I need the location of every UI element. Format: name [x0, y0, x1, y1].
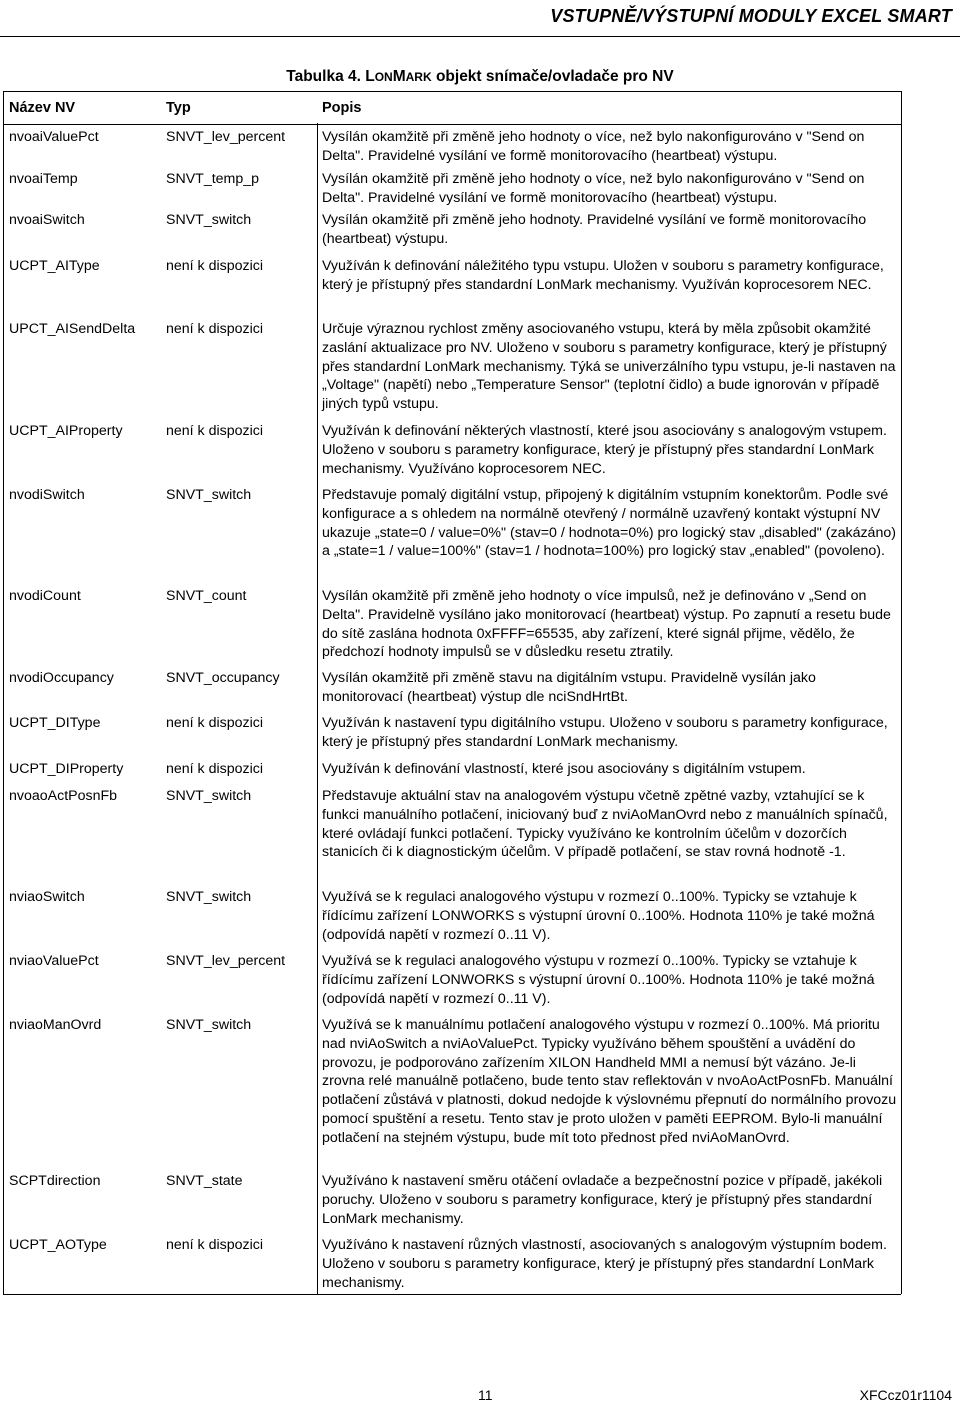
row-name: SCPTdirection — [9, 1173, 101, 1189]
row-description: Využíván k nastavení typu digitálního vstupu. Uloženo v souboru s parametry konfigurace, který je přístupný přes standardní LonMark mechanismy. — [322, 715, 888, 750]
row-type: není k dispozici — [166, 321, 263, 337]
row-type: SNVT_occupancy — [166, 670, 280, 686]
row-type: SNVT_switch — [166, 889, 252, 905]
caption-mid: M — [392, 68, 406, 85]
row-description: Vysílán okamžitě při změně jeho hodnoty o více, než bylo nakonfigurováno v "Send on Delta". Pravidelné vysílání ve formě monitorovacího (heartbeat) výstupu. — [322, 129, 865, 164]
document-id: XFCcz01r1104 — [859, 1387, 952, 1403]
row-description: Vysílán okamžitě při změně stavu na digitálním vstupu. Pravidelně vysílán jako monitorovací (heartbeat) výstup dle nciSndHrtBt. — [322, 670, 816, 705]
row-name: UCPT_DIType — [9, 715, 101, 731]
row-description: Využíváno k nastavení různých vlastností, asociovaných s analogovým výstupním bodem. Uloženo v souboru s parametry konfigurace, který je přístupný přes standardní LonMark mechanismy. — [322, 1237, 887, 1291]
caption-smallcaps-1: ON — [374, 70, 393, 84]
running-header-title: VSTUPNĚ/VÝSTUPNÍ MODULY EXCEL SMART — [550, 6, 952, 26]
row-description: Využíván k definování některých vlastností, které jsou asociovány s analogovým vstupem. Uloženo v souboru s parametry konfigurace, který je přístupný přes standardní LonMark mechanismy. Využíváno koprocesorem NEC. — [322, 423, 887, 477]
column-header-type: Typ — [166, 100, 191, 116]
row-name: nvoaoActPosnFb — [9, 788, 118, 804]
row-description: Využívá se k regulaci analogového výstupu v rozmezí 0..100%. Typicky se vztahuje k řídícímu zařízení LONWORKS s výstupní úrovní 0..100%. Hodnota 110% je také možná (odpovídá napětí v rozmezí 0..11 V). — [322, 889, 875, 943]
row-type: není k dispozici — [166, 1237, 263, 1253]
row-name: nvodiSwitch — [9, 487, 85, 503]
row-type: SNVT_switch — [166, 1017, 252, 1033]
row-description: Využívá se k manuálnímu potlačení analogového výstupu v rozmezí 0..100%. Má prioritu nad nviAoSwitch a nviAoValuePct. Typicky využíváno během spouštění a uvádění do provozu, je podporováno zařízením XILON Handheld MMI a nemusí být vázáno. Je-li zrovna relé manuálně potlačeno, bude tento stav reflektován v nvoAoActPosnFb. Manuální potlačení zůstává v platnosti, dokud nedojde k výslovnému přepnutí do normálního provozu pomocí spuštění a resetu. Tento stav je proto uložen v paměti EEPROM. Bylo-li manuální potlačení na stejném výstupu, bude mít toto přednost před nviAoManOvrd. — [322, 1017, 897, 1146]
row-description: Vysílán okamžitě při změně jeho hodnoty o více, než bylo nakonfigurováno v "Send on Delta". Pravidelné vysílání ve formě monitorovacího (heartbeat) výstupu. — [322, 171, 865, 206]
caption-suffix: objekt snímače/ovladače pro NV — [431, 68, 674, 85]
row-type: SNVT_temp_p — [166, 171, 260, 187]
row-description: Vysílán okamžitě při změně jeho hodnoty. Pravidelné vysílání ve formě monitorovacího (heartbeat) výstupu. — [322, 212, 867, 247]
row-description: Využíván k definování vlastností, které jsou asociovány s digitálním vstupem. — [322, 761, 806, 777]
row-description: Určuje výraznou rychlost změny asociovaného vstupu, která by měla způsobit okamžité zaslání aktualizace pro NV. Uloženo v souboru s parametry konfigurace, který je přístupný přes standardní LonMark mechanismy. Týká se univerzálního typu vstupu, je-li nastaven na „Voltage" (napětí) nebo „Temperature Sensor" (teplotní čidlo) a bude ignorován v případě jiných typů vstupu. — [322, 321, 896, 413]
row-description: Představuje pomalý digitální vstup, připojený k digitálním vstupním konektorům. Podle své konfigurace a s ohledem na normálně otevřený / normálně uzavřený kontakt výstupní NV ukazuje „state=0 / value=0%" (stav=0 / hodnota=0%) pro logický stav „disabled" (zakázáno) a „state=1 / value=100%" (stav=1 / hodnota=100%) pro logický stav „enabled" (povoleno). — [322, 487, 896, 560]
row-type: není k dispozici — [166, 761, 263, 777]
caption-prefix: Tabulka 4. L — [286, 68, 375, 85]
column-header-name: Název NV — [9, 100, 76, 116]
row-description: Využíván k definování náležitého typu vstupu. Uložen v souboru s parametry konfigurace, který je přístupný přes standardní LonMark mechanismy. Využíván koprocesorem NEC. — [322, 258, 884, 293]
row-type: SNVT_state — [166, 1173, 243, 1189]
row-type: SNVT_lev_percent — [166, 129, 286, 145]
row-name: UCPT_AIType — [9, 258, 100, 274]
row-name: nviaoValuePct — [9, 953, 99, 969]
row-type: SNVT_switch — [166, 212, 252, 228]
row-type: není k dispozici — [166, 715, 263, 731]
table-column-divider — [317, 123, 318, 1294]
row-type: SNVT_count — [166, 588, 247, 604]
column-header-desc: Popis — [322, 100, 362, 116]
table-caption — [0, 68, 960, 86]
table-border-left — [3, 91, 4, 1294]
caption-smallcaps-2: ARK — [405, 70, 432, 84]
row-description: Využíváno k nastavení směru otáčení ovladače a bezpečnostní pozice v případě, jakékoli poruchy. Uloženo v souboru s parametry konfigurace, který je přístupný přes standardní LonMark mechanismy. — [322, 1173, 883, 1227]
row-description: Využívá se k regulaci analogového výstupu v rozmezí 0..100%. Typicky se vztahuje k řídícímu zařízení LONWORKS s výstupní úrovní 0..100%. Hodnota 110% je také možná (odpovídá napětí v rozmezí 0..11 V). — [322, 953, 875, 1007]
row-name: nvoaiSwitch — [9, 212, 85, 228]
row-name: nvoaiTemp — [9, 171, 78, 187]
row-name: UCPT_AOType — [9, 1237, 107, 1253]
table-header-row — [3, 91, 901, 125]
row-type: SNVT_switch — [166, 788, 252, 804]
row-type: SNVT_switch — [166, 487, 252, 503]
row-description: Představuje aktuální stav na analogovém výstupu včetně zpětné vazby, vztahující se k funkci manuálního potlačení, iniciovaný buď z nviAoManOvrd nebo z manuálních spínačů, které ovládají funkci potlačení. Typicky využíváno ke kontrolním účelům v dozorčích stanicích či k diagnostickým účelům. V případě potlačení, se stav rovná hodnotě -1. — [322, 788, 888, 861]
row-type: SNVT_lev_percent — [166, 953, 286, 969]
row-name: UCPT_AIProperty — [9, 423, 123, 439]
table-border-bottom — [3, 1294, 901, 1295]
row-name: nvoaiValuePct — [9, 129, 99, 145]
row-type: není k dispozici — [166, 258, 263, 274]
row-description: Vysílán okamžitě při změně jeho hodnoty o více impulsů, než je definováno v „Send on Delta". Pravidelně vysíláno jako monitorovací (heartbeat) výstup. Po zapnutí a resetu bude do sítě zaslána hodnota 0xFFFF=65535, aby zařízení, které signál přijme, vědělo, že předchozí hodnoty impulsů se v důsledku resetu ztratily. — [322, 588, 891, 661]
row-name: UPCT_AISendDelta — [9, 321, 136, 337]
row-name: UCPT_DIProperty — [9, 761, 124, 777]
row-name: nvodiOccupancy — [9, 670, 114, 686]
row-name: nviaoManOvrd — [9, 1017, 102, 1033]
row-name: nviaoSwitch — [9, 889, 85, 905]
page-number: 11 — [478, 1387, 493, 1403]
running-header — [0, 0, 960, 37]
row-name: nvodiCount — [9, 588, 81, 604]
row-type: není k dispozici — [166, 423, 263, 439]
table-border-right — [901, 91, 902, 1294]
